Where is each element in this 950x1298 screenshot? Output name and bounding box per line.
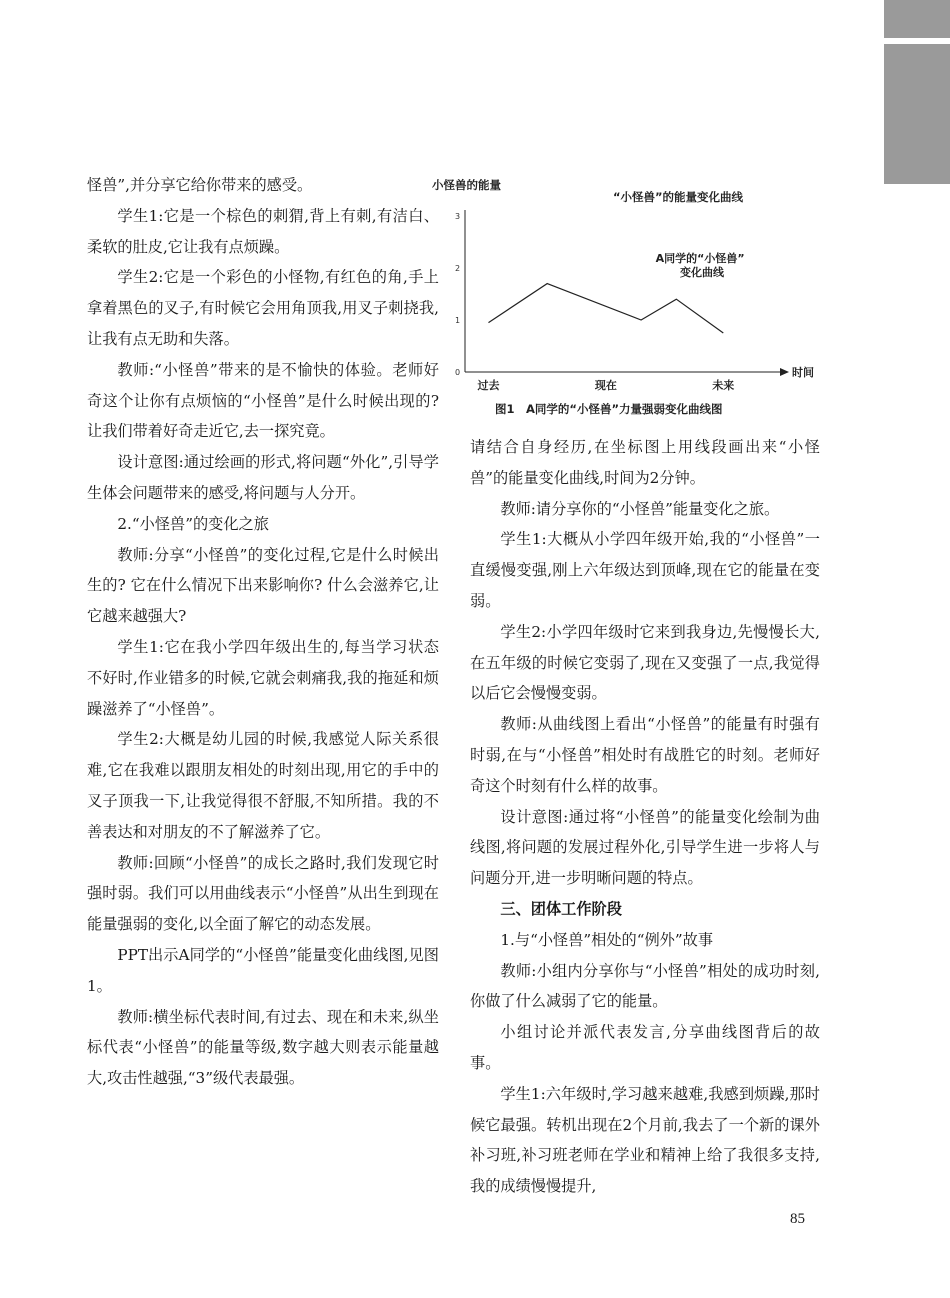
right-paragraph: 三、团体工作阶段 [500, 899, 622, 918]
chart-xtick-label: 未来 [712, 379, 735, 392]
figure-1 [420, 170, 830, 432]
left-paragraph: 教师:分享“小怪兽”的变化过程,它是什么时候出生的? 它在什么情况下出来影响你? 什么会滋养它,让它越来越强大? [87, 545, 439, 626]
left-paragraph: 学生2:它是一个彩色的小怪物,有红色的角,手上拿着黑色的叉子,有时候它会用角顶我,用叉子刺挠我,让我有点无助和失落。 [87, 268, 439, 348]
page-number: 85 [790, 1211, 805, 1227]
energy-chart [420, 170, 830, 432]
chart-ylabel: 小怪兽的能量 [432, 178, 501, 192]
right-paragraph: 教师:小组内分享你与“小怪兽”相处的成功时刻,你做了什么减弱了它的能量。 [470, 961, 820, 1011]
right-paragraph: 设计意图:通过将“小怪兽”的能量变化绘制为曲线图,将问题的发展过程外化,引导学生进一步将人与问题分开,进一步明晰问题的特点。 [470, 807, 820, 888]
left-paragraph: PPT出示A同学的“小怪兽”能量变化曲线图,见图1。 [87, 945, 439, 995]
left-paragraph: 教师:横坐标代表时间,有过去、现在和未来,纵坐标代表“小怪兽”的能量等级,数字越大则表示能量越大,攻击性越强,“3”级代表最强。 [87, 1007, 439, 1088]
right-paragraph: 1.与“小怪兽”相处的“例外”故事 [500, 930, 714, 949]
left-paragraph: 设计意图:通过绘画的形式,将问题“外化”,引导学生体会问题带来的感受,将问题与人分开。 [87, 453, 439, 502]
chart-series-line [488, 284, 723, 333]
chart-ytick-label: 2 [455, 264, 461, 273]
chart-annotation-line-2: 变化曲线 [680, 266, 724, 279]
right-paragraph: 小组讨论并派代表发言,分享曲线图背后的故事。 [470, 1023, 820, 1072]
right-column [470, 432, 820, 1202]
chart-ytick-label: 1 [455, 316, 461, 325]
side-tab-top [884, 0, 950, 38]
right-paragraph: 教师:从曲线图上看出“小怪兽”的能量有时强有时弱,在与“小怪兽”相处时有战胜它的时刻。老师好奇这个时刻有什么样的故事。 [470, 715, 820, 795]
right-paragraph: 请结合自身经历,在坐标图上用线段画出来“小怪兽”的能量变化曲线,时间为2分钟。 [470, 438, 820, 487]
left-paragraph: 学生2:大概是幼儿园的时候,我感觉人际关系很难,它在我难以跟朋友相处的时刻出现,用它的手中的叉子顶我一下,让我觉得很不舒服,不知所措。我的不善表达和对朋友的不了解滋养了它。 [87, 730, 439, 841]
chart-annotation [656, 251, 749, 279]
left-paragraph: 学生1:它是一个棕色的刺猬,背上有刺,有洁白、柔软的肚皮,它让我有点烦躁。 [87, 206, 439, 256]
right-paragraph: 学生1:大概从小学四年级开始,我的“小怪兽”一直缓慢变强,刚上六年级达到顶峰,现在它的能量在变弱。 [470, 530, 820, 610]
left-paragraph: 学生1:它在我小学四年级出生的,每当学习状态不好时,作业错多的时候,它就会刺痛我,我的拖延和烦躁滋养了“小怪兽”。 [87, 637, 439, 718]
right-paragraph: 学生2:小学四年级时它来到我身边,先慢慢长大,在五年级的时候它变弱了,现在又变强了一点,我觉得以后它会慢慢变弱。 [470, 622, 820, 703]
chart-xtick-label: 过去 [477, 379, 500, 392]
chart-ytick-label: 3 [455, 212, 461, 221]
chart-xtick-label: 现在 [594, 379, 617, 392]
left-paragraph: 怪兽”,并分享它给你带来的感受。 [87, 176, 313, 194]
chart-title: “小怪兽”的能量变化曲线 [612, 190, 744, 204]
left-paragraph: 教师:回顾“小怪兽”的成长之路时,我们发现它时强时弱。我们可以用曲线表示“小怪兽”从出生到现在能量强弱的变化,以全面了解它的动态发展。 [87, 853, 439, 934]
chart-annotation-line-1: A同学的“小怪兽” [655, 252, 745, 265]
right-paragraph: 教师:请分享你的“小怪兽”能量变化之旅。 [500, 499, 780, 518]
right-paragraph: 学生1:六年级时,学习越来越难,我感到烦躁,那时候它最强。转机出现在2个月前,我去了一个新的课外补习班,补习班老师在学业和精神上给了我很多支持,我的成绩慢慢提升, [470, 1084, 820, 1196]
left-column [87, 170, 439, 1094]
chart-ytick-label: 0 [455, 368, 461, 377]
left-paragraph: 2.“小怪兽”的变化之旅 [117, 514, 269, 533]
left-paragraph: 教师:“小怪兽”带来的是不愉快的体验。老师好奇这个让你有点烦恼的“小怪兽”是什么时候出现的? 让我们带着好奇走近它,去一探究竟。 [87, 360, 439, 441]
chart-xlabel: 时间 [792, 366, 814, 379]
side-tab [884, 44, 950, 184]
chart-x-arrowhead [780, 368, 789, 376]
figure-caption: 图1 A同学的“小怪兽”力量强弱变化曲线图 [495, 402, 723, 416]
